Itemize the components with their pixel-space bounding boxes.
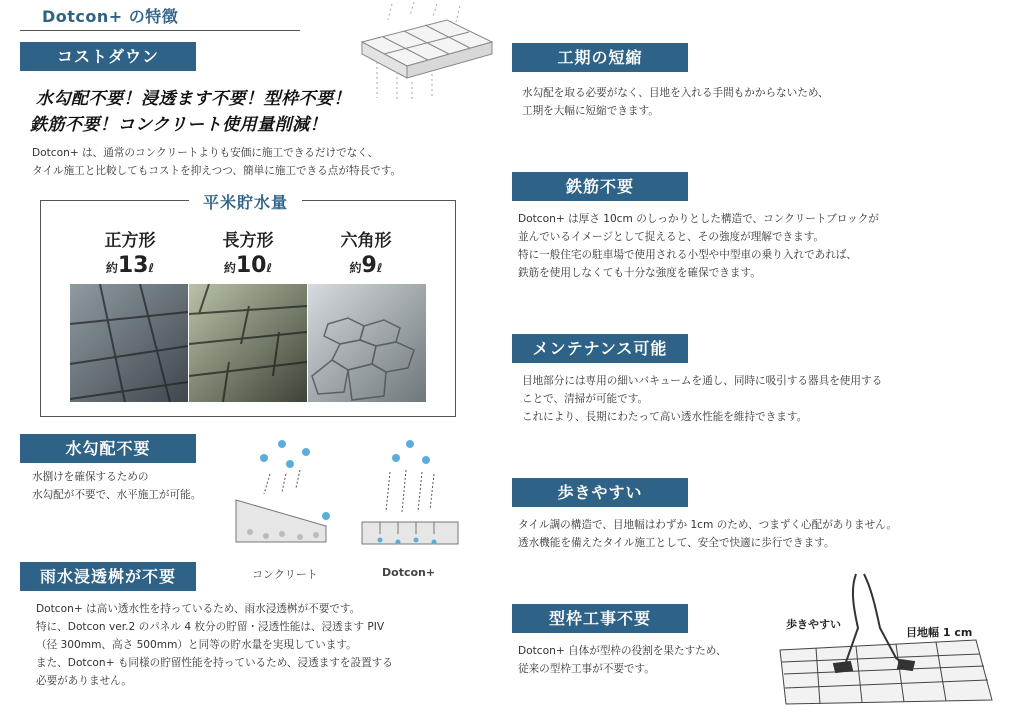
shape-hexagon-amount: 約9ℓ <box>349 253 383 278</box>
label-joint-width: 目地幅 1 cm <box>906 626 973 639</box>
heading-rain-basin-not-required: 雨水浸透桝が不要 <box>20 562 196 591</box>
shape-hexagon-name: 六角形 <box>340 231 392 251</box>
easy-to-walk-description: タイル調の構造で、目地幅はわずか 1cm のため、つまずく心配がありません。 透水機能を備えたタイル施工として、安全で快適に歩行できます。 <box>518 519 897 549</box>
shorter-construction-description: 水勾配を取る必要がなく、目地を入れる手間もかからないため、 工期を大幅に短縮できます。 <box>522 87 829 117</box>
paving-rain-illustration <box>352 2 502 102</box>
slope-comparison-diagram <box>230 436 470 566</box>
hexagon-paving-photo <box>308 284 426 402</box>
heading-no-rebar: 鉄筋不要 <box>512 172 688 201</box>
no-rebar-description: Dotcon+ は厚さ 10cm のしっかりとした構造で、コンクリートブロックが 並んでいるイメージとして捉えると、その強度が理解できます。 特に一般住宅の駐車場で使用される小型や中型車の乗り入れであれば、 鉄筋を使用しなくても十分な強度を確保できます。 <box>518 213 879 279</box>
heading-shorter-construction: 工期の短縮 <box>512 43 688 72</box>
square-paving-photo <box>70 284 188 402</box>
no-formwork-description: Dotcon+ 自体が型枠の役割を果たすため、 従来の型枠工事が不要です。 <box>518 645 727 675</box>
caption-concrete: コンクリート <box>252 568 318 581</box>
heading-no-formwork: 型枠工事不要 <box>512 604 688 633</box>
shape-rectangle-name: 長方形 <box>222 231 274 251</box>
cost-slogan-line-1: 水勾配不要！浸透ます不要！型枠不要！ <box>36 89 351 109</box>
heading-slope-not-required: 水勾配不要 <box>20 434 196 463</box>
cost-description: Dotcon+ は、通常のコンクリートよりも安価に施工できるだけでなく、 タイル施工と比較してもコストを抑えつつ、簡単に施工できる点が特長です。 <box>32 147 402 177</box>
maintainable-description: 目地部分には専用の細いバキュームを通し、同時に吸引する器具を使用する ことで、清掃が可能です。 これにより、長期にわたって高い透水性能を維持できます。 <box>522 375 883 423</box>
shape-square-name: 正方形 <box>104 231 156 251</box>
storage-title: 平米貯水量 <box>189 190 302 213</box>
slope-description: 水捌けを確保するための 水勾配が不要で、水平施工が可能。 <box>32 471 202 501</box>
page-title: Dotcon+ の特徴 <box>42 7 179 26</box>
heading-maintainable: メンテナンス可能 <box>512 334 688 363</box>
rectangle-paving-photo <box>189 284 307 402</box>
heading-cost-down: コストダウン <box>20 42 196 71</box>
rain-basin-description: Dotcon+ は高い透水性を持っているため、雨水浸透桝が不要です。 特に、Dotcon ver.2 のパネル 4 枚分の貯留・浸透性能は、浸透ます PIV （径 300mm、高さ 500mm）と同等の貯水量を実現しています。 また、Dotcon+ も同様の貯留性能を持っているため、浸透ますを設置する 必要がありません。 <box>36 603 393 687</box>
caption-dotcon: Dotcon+ <box>382 566 436 579</box>
title-underline <box>20 30 300 31</box>
shape-rectangle-amount: 約10ℓ <box>223 253 273 278</box>
label-easy-to-walk: 歩きやすい <box>786 618 841 631</box>
heading-easy-to-walk: 歩きやすい <box>512 478 688 507</box>
cost-slogan-line-2: 鉄筋不要！コンクリート使用量削減！ <box>30 115 328 135</box>
shape-square-amount: 約13ℓ <box>105 253 155 278</box>
